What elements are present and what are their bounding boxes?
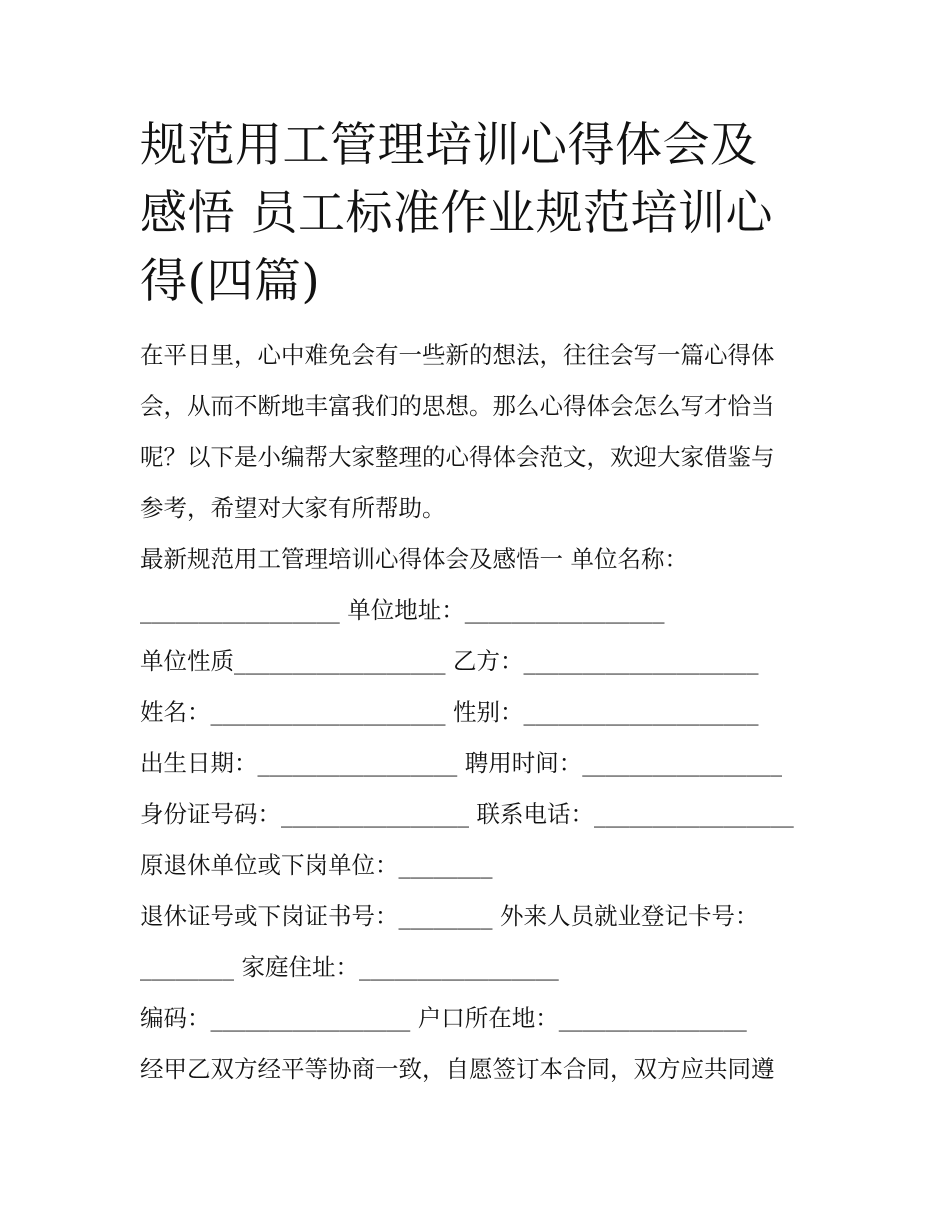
form-line: _________________ 单位地址：_________________ — [140, 596, 665, 624]
form-line: 姓名：____________________ 性别：____________________ — [140, 698, 759, 726]
form-line: 原退休单位或下岗单位：________ — [140, 851, 493, 879]
title-line: 感悟 员工标准作业规范培训心 — [140, 186, 773, 241]
intro-line: 呢？以下是小编帮大家整理的心得体会范文，欢迎大家借鉴与 — [140, 443, 775, 471]
form-line: 退休证号或下岗证书号：________ 外来人员就业登记卡号： — [140, 902, 759, 930]
form-line: 编码：_________________ 户口所在地：________________ — [140, 1004, 747, 1032]
contract-form — [140, 534, 830, 1044]
intro-line: 会，从而不断地丰富我们的思想。那么心得体会怎么写才恰当 — [140, 392, 775, 420]
intro-paragraph — [140, 330, 830, 534]
closing-line: 经甲乙双方经平等协商一致，自愿签订本合同，双方应共同遵 — [140, 1055, 775, 1083]
section-heading: 最新规范用工管理培训心得体会及感悟一 单位名称： — [140, 545, 688, 573]
title-line: 规范用工管理培训心得体会及 — [140, 118, 758, 173]
intro-line: 参考，希望对大家有所帮助。 — [140, 494, 446, 522]
document-title — [140, 112, 830, 316]
form-line: ________ 家庭住址：_________________ — [140, 953, 559, 981]
document-page — [140, 112, 830, 1095]
form-line: 单位性质__________________ 乙方：____________________ — [140, 647, 759, 675]
form-line: 出生日期：_________________ 聘用时间：_________________ — [140, 749, 782, 777]
title-line: 得(四篇) — [140, 254, 321, 309]
form-line: 身份证号码：________________ 联系电话：_________________ — [140, 800, 794, 828]
intro-line: 在平日里，心中难免会有一些新的想法，往往会写一篇心得体 — [140, 341, 775, 369]
